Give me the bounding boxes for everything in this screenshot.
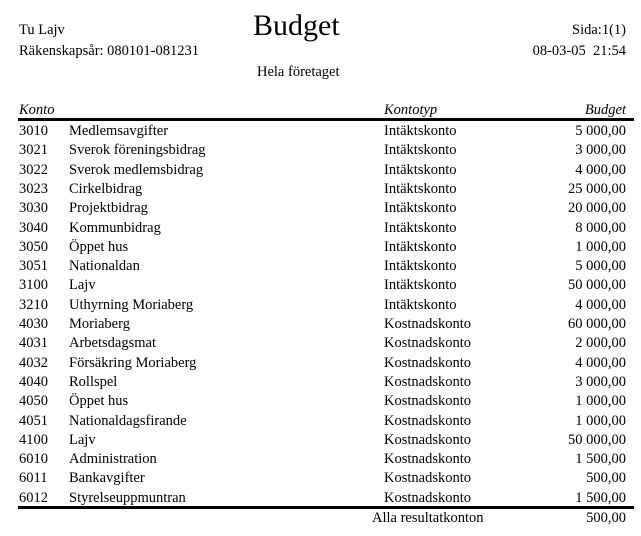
report-scope: Hela företaget [257,64,340,80]
table-row [0,257,641,276]
budget-amount: 1 000,00 [575,393,626,410]
column-header-account: Konto [19,102,55,118]
company-name: Tu Lajv [19,22,65,38]
account-code: 4031 [19,335,48,352]
account-name: Försäkring Moriaberg [69,354,197,371]
account-code: 4032 [19,354,48,371]
table-row [0,219,641,238]
budget-amount: 1 500,00 [575,451,626,468]
budget-amount: 60 000,00 [568,316,626,332]
account-type: Intäktskonto [384,219,457,236]
table-row [0,412,641,431]
account-name: Medlemsavgifter [69,123,169,139]
budget-amount: 1 000,00 [575,238,626,255]
account-name: Bankavgifter [69,470,145,487]
header-rule [18,118,634,121]
budget-amount: 50 000,00 [568,277,626,294]
table-row [0,199,641,218]
table-row [0,238,641,257]
budget-amount: 25 000,00 [568,180,626,197]
account-code: 6010 [19,451,48,468]
account-code: 3023 [19,180,48,197]
budget-amount: 1 000,00 [575,412,626,429]
table-row [0,392,641,411]
account-code: 3100 [19,277,48,294]
account-code: 3022 [19,161,48,178]
account-name: Lajv [69,431,96,448]
table-row [0,469,641,488]
account-name: Cirkelbidrag [69,180,143,197]
account-code: 4030 [19,316,48,332]
budget-amount: 500,00 [586,470,626,487]
account-name: Uthyrning Moriaberg [69,296,194,313]
account-code: 6011 [19,470,48,487]
budget-amount: 4 000,00 [575,354,626,371]
account-type: Kostnadskonto [384,393,471,410]
account-type: Intäktskonto [384,200,457,217]
account-type: Intäktskonto [384,142,457,159]
budget-amount: 5 000,00 [575,258,626,275]
account-type: Intäktskonto [384,258,457,275]
budget-amount: 4 000,00 [575,161,626,178]
total-label: Alla resultatkonton [372,510,484,526]
budget-amount: 50 000,00 [568,431,626,448]
column-header-type: Kontotyp [384,102,438,118]
account-name: Arbetsdagsmat [69,335,156,352]
account-name: Administration [69,451,157,468]
total-rule [18,506,634,509]
budget-amount: 3 000,00 [575,373,626,390]
account-type: Intäktskonto [384,238,457,255]
total-amount: 500,00 [586,510,626,526]
account-type: Intäktskonto [384,161,457,178]
account-name: Styrelseuppmuntran [69,489,186,506]
print-datetime: 08-03-05 21:54 [532,43,626,59]
account-code: 4100 [19,431,48,448]
table-row [0,296,641,315]
account-code: 3050 [19,238,48,255]
report-title: Budget [253,9,340,42]
account-type: Kostnadskonto [384,431,471,448]
account-name: Nationaldagsfirande [69,412,187,429]
table-row [0,450,641,469]
budget-amount: 1 500,00 [575,489,626,506]
table-row [0,180,641,199]
account-type: Intäktskonto [384,296,457,313]
account-type: Kostnadskonto [384,470,471,487]
table-row [0,141,641,160]
account-code: 3210 [19,296,48,313]
table-row [0,276,641,295]
account-code: 4050 [19,393,48,410]
budget-amount: 5 000,00 [575,123,626,139]
account-name: Öppet hus [69,393,129,410]
account-name: Lajv [69,277,96,294]
account-code: 3030 [19,200,48,217]
account-name: Öppet hus [69,238,129,255]
budget-amount: 8 000,00 [575,219,626,236]
account-name: Rollspel [69,373,118,390]
budget-amount: 20 000,00 [568,200,626,217]
account-type: Kostnadskonto [384,354,471,371]
account-name: Moriaberg [69,316,130,332]
budget-amount: 2 000,00 [575,335,626,352]
account-type: Kostnadskonto [384,412,471,429]
table-row [0,373,641,392]
budget-amount: 3 000,00 [575,142,626,159]
table-row [0,315,641,334]
account-code: 4051 [19,412,48,429]
fiscal-year: Räkenskapsår: 080101-081231 [19,43,200,59]
account-type: Intäktskonto [384,123,457,139]
account-code: 6012 [19,489,48,506]
account-type: Kostnadskonto [384,451,471,468]
account-type: Kostnadskonto [384,316,471,332]
account-type: Kostnadskonto [384,489,471,506]
account-name: Nationaldan [69,258,140,275]
account-type: Intäktskonto [384,277,457,294]
table-row [0,334,641,353]
account-type: Intäktskonto [384,180,457,197]
account-type: Kostnadskonto [384,373,471,390]
table-row [0,354,641,373]
account-name: Sverok föreningsbidrag [69,142,206,159]
account-code: 4040 [19,373,48,390]
account-name: Sverok medlemsbidrag [69,161,204,178]
account-code: 3010 [19,123,48,139]
account-code: 3021 [19,142,48,159]
account-name: Kommunbidrag [69,219,161,236]
table-row [0,161,641,180]
page-indicator: Sida:1(1) [572,22,626,38]
budget-amount: 4 000,00 [575,296,626,313]
column-header-budget: Budget [584,102,626,118]
account-code: 3040 [19,219,48,236]
table-row [0,431,641,450]
account-name: Projektbidrag [69,200,148,217]
table-row [0,122,641,141]
account-type: Kostnadskonto [384,335,471,352]
account-code: 3051 [19,258,48,275]
